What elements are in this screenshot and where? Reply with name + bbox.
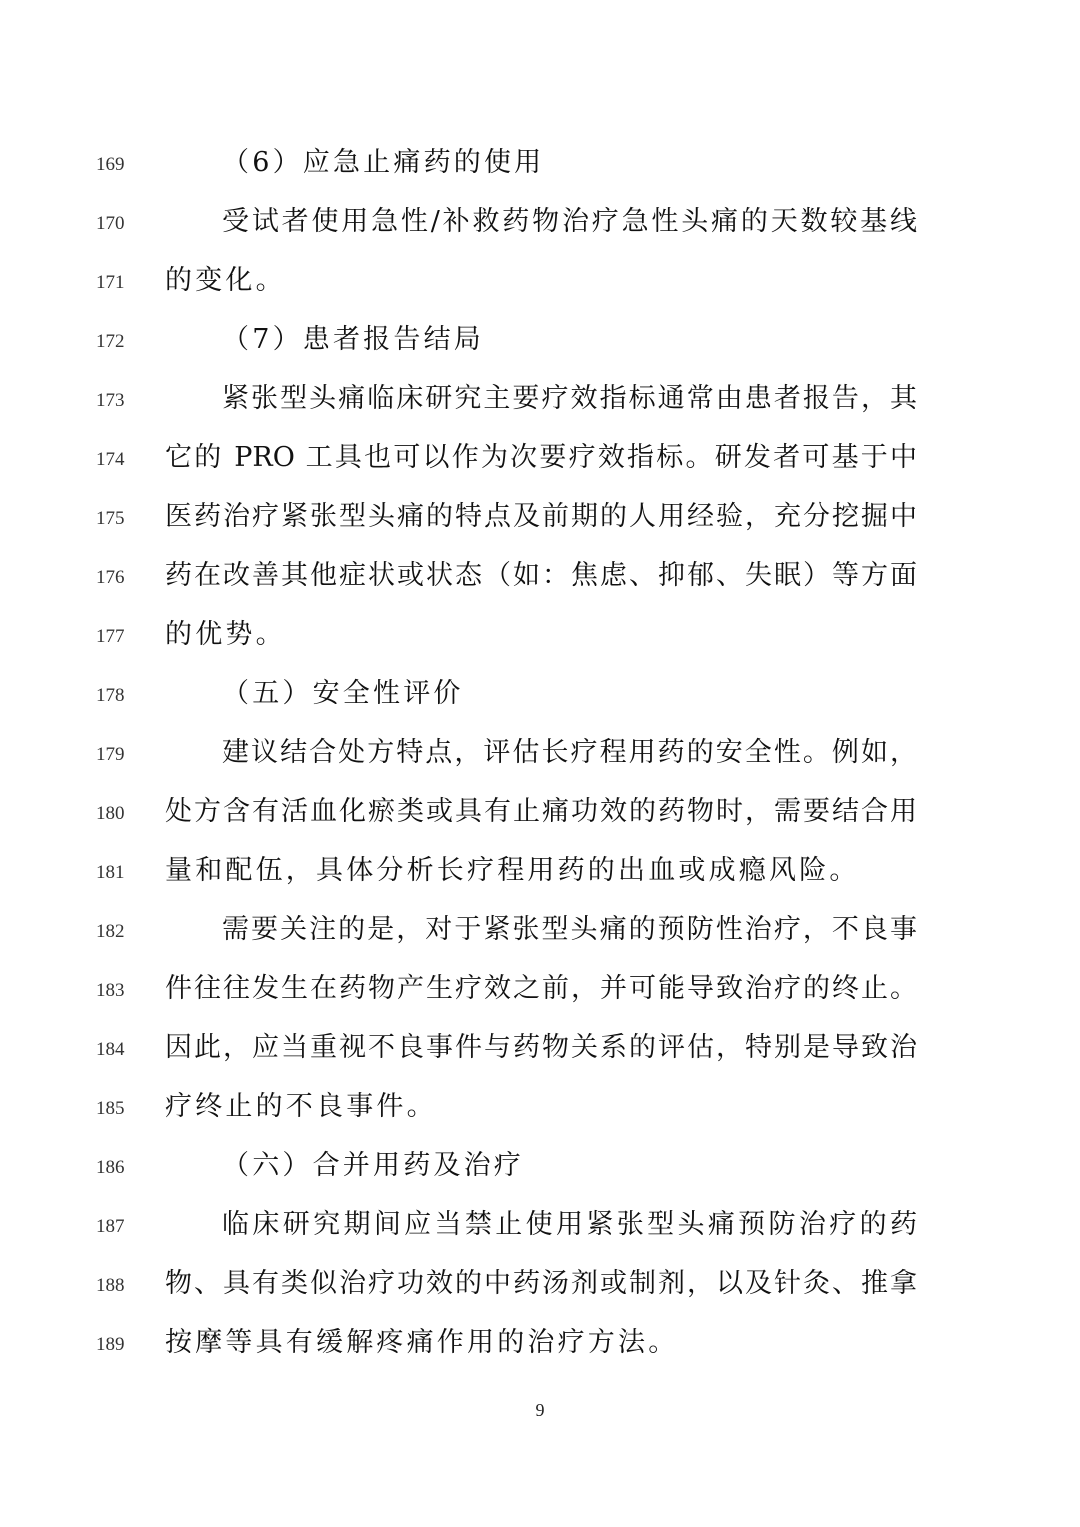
section-heading: （五）安全性评价 [222, 678, 464, 709]
text-line [0, 379, 1080, 419]
line-number: 187 [96, 1216, 125, 1237]
line-number: 176 [96, 567, 125, 588]
paragraph-text: 按摩等具有缓解疼痛作用的治疗方法。 [165, 1327, 679, 1358]
line-number: 179 [96, 744, 125, 765]
text-line [0, 1323, 1080, 1363]
text-line [0, 733, 1080, 773]
text-line [0, 615, 1080, 655]
text-line [0, 1264, 1080, 1304]
text-line [0, 1146, 1080, 1186]
text-line [0, 1087, 1080, 1127]
text-line [0, 1205, 1080, 1245]
line-number: 175 [96, 508, 125, 529]
paragraph-text: 它的 PRO 工具也可以作为次要疗效指标。研发者可基于中 [165, 442, 917, 473]
paragraph-text: 疗终止的不良事件。 [165, 1091, 437, 1122]
paragraph-text: 因此，应当重视不良事件与药物关系的评估，特别是导致治 [165, 1032, 917, 1063]
text-line [0, 202, 1080, 242]
paragraph-text: 需要关注的是，对于紧张型头痛的预防性治疗，不良事 [222, 914, 917, 945]
line-number: 169 [96, 154, 125, 175]
text-line [0, 320, 1080, 360]
paragraph-text: 药在改善其他症状或状态（如：焦虑、抑郁、失眠）等方面 [165, 560, 917, 591]
text-line [0, 910, 1080, 950]
paragraph-text: 的变化。 [165, 265, 286, 296]
paragraph-text: 临床研究期间应当禁止使用紧张型头痛预防治疗的药 [222, 1209, 917, 1240]
line-number: 184 [96, 1039, 125, 1060]
line-number: 181 [96, 862, 125, 883]
paragraph-text: 的优势。 [165, 619, 286, 650]
paragraph-text: 建议结合处方特点，评估长疗程用药的安全性。例如， [222, 737, 917, 768]
line-number: 183 [96, 980, 125, 1001]
paragraph-text: 受试者使用急性/补救药物治疗急性头痛的天数较基线 [222, 206, 917, 237]
text-line [0, 438, 1080, 478]
line-number: 182 [96, 921, 125, 942]
text-line [0, 674, 1080, 714]
line-number: 174 [96, 449, 125, 470]
line-number: 188 [96, 1275, 125, 1296]
subheading: （6）应急止痛药的使用 [222, 147, 545, 178]
line-number: 185 [96, 1098, 125, 1119]
line-number: 171 [96, 272, 125, 293]
paragraph-text: 紧张型头痛临床研究主要疗效指标通常由患者报告，其 [222, 383, 917, 414]
text-line [0, 143, 1080, 183]
text-line [0, 969, 1080, 1009]
text-line [0, 851, 1080, 891]
paragraph-text: 医药治疗紧张型头痛的特点及前期的人用经验，充分挖掘中 [165, 501, 917, 532]
line-number: 189 [96, 1334, 125, 1355]
text-line [0, 497, 1080, 537]
text-line [0, 792, 1080, 832]
line-number: 186 [96, 1157, 125, 1178]
line-number: 170 [96, 213, 125, 234]
paragraph-text: 物、具有类似治疗功效的中药汤剂或制剂，以及针灸、推拿 [165, 1268, 917, 1299]
section-heading: （六）合并用药及治疗 [222, 1150, 524, 1181]
line-number: 180 [96, 803, 125, 824]
line-number: 172 [96, 331, 125, 352]
subheading: （7）患者报告结局 [222, 324, 484, 355]
line-number: 173 [96, 390, 125, 411]
line-number: 178 [96, 685, 125, 706]
paragraph-text: 件往往发生在药物产生疗效之前，并可能导致治疗的终止。 [165, 973, 917, 1004]
page-number: 9 [535, 1400, 545, 1420]
paragraph-text: 处方含有活血化瘀类或具有止痛功效的药物时，需要结合用 [165, 796, 917, 827]
paragraph-text: 量和配伍，具体分析长疗程用药的出血或成瘾风险。 [165, 855, 860, 886]
line-number: 177 [96, 626, 125, 647]
text-line [0, 556, 1080, 596]
text-line [0, 261, 1080, 301]
text-line [0, 1028, 1080, 1068]
